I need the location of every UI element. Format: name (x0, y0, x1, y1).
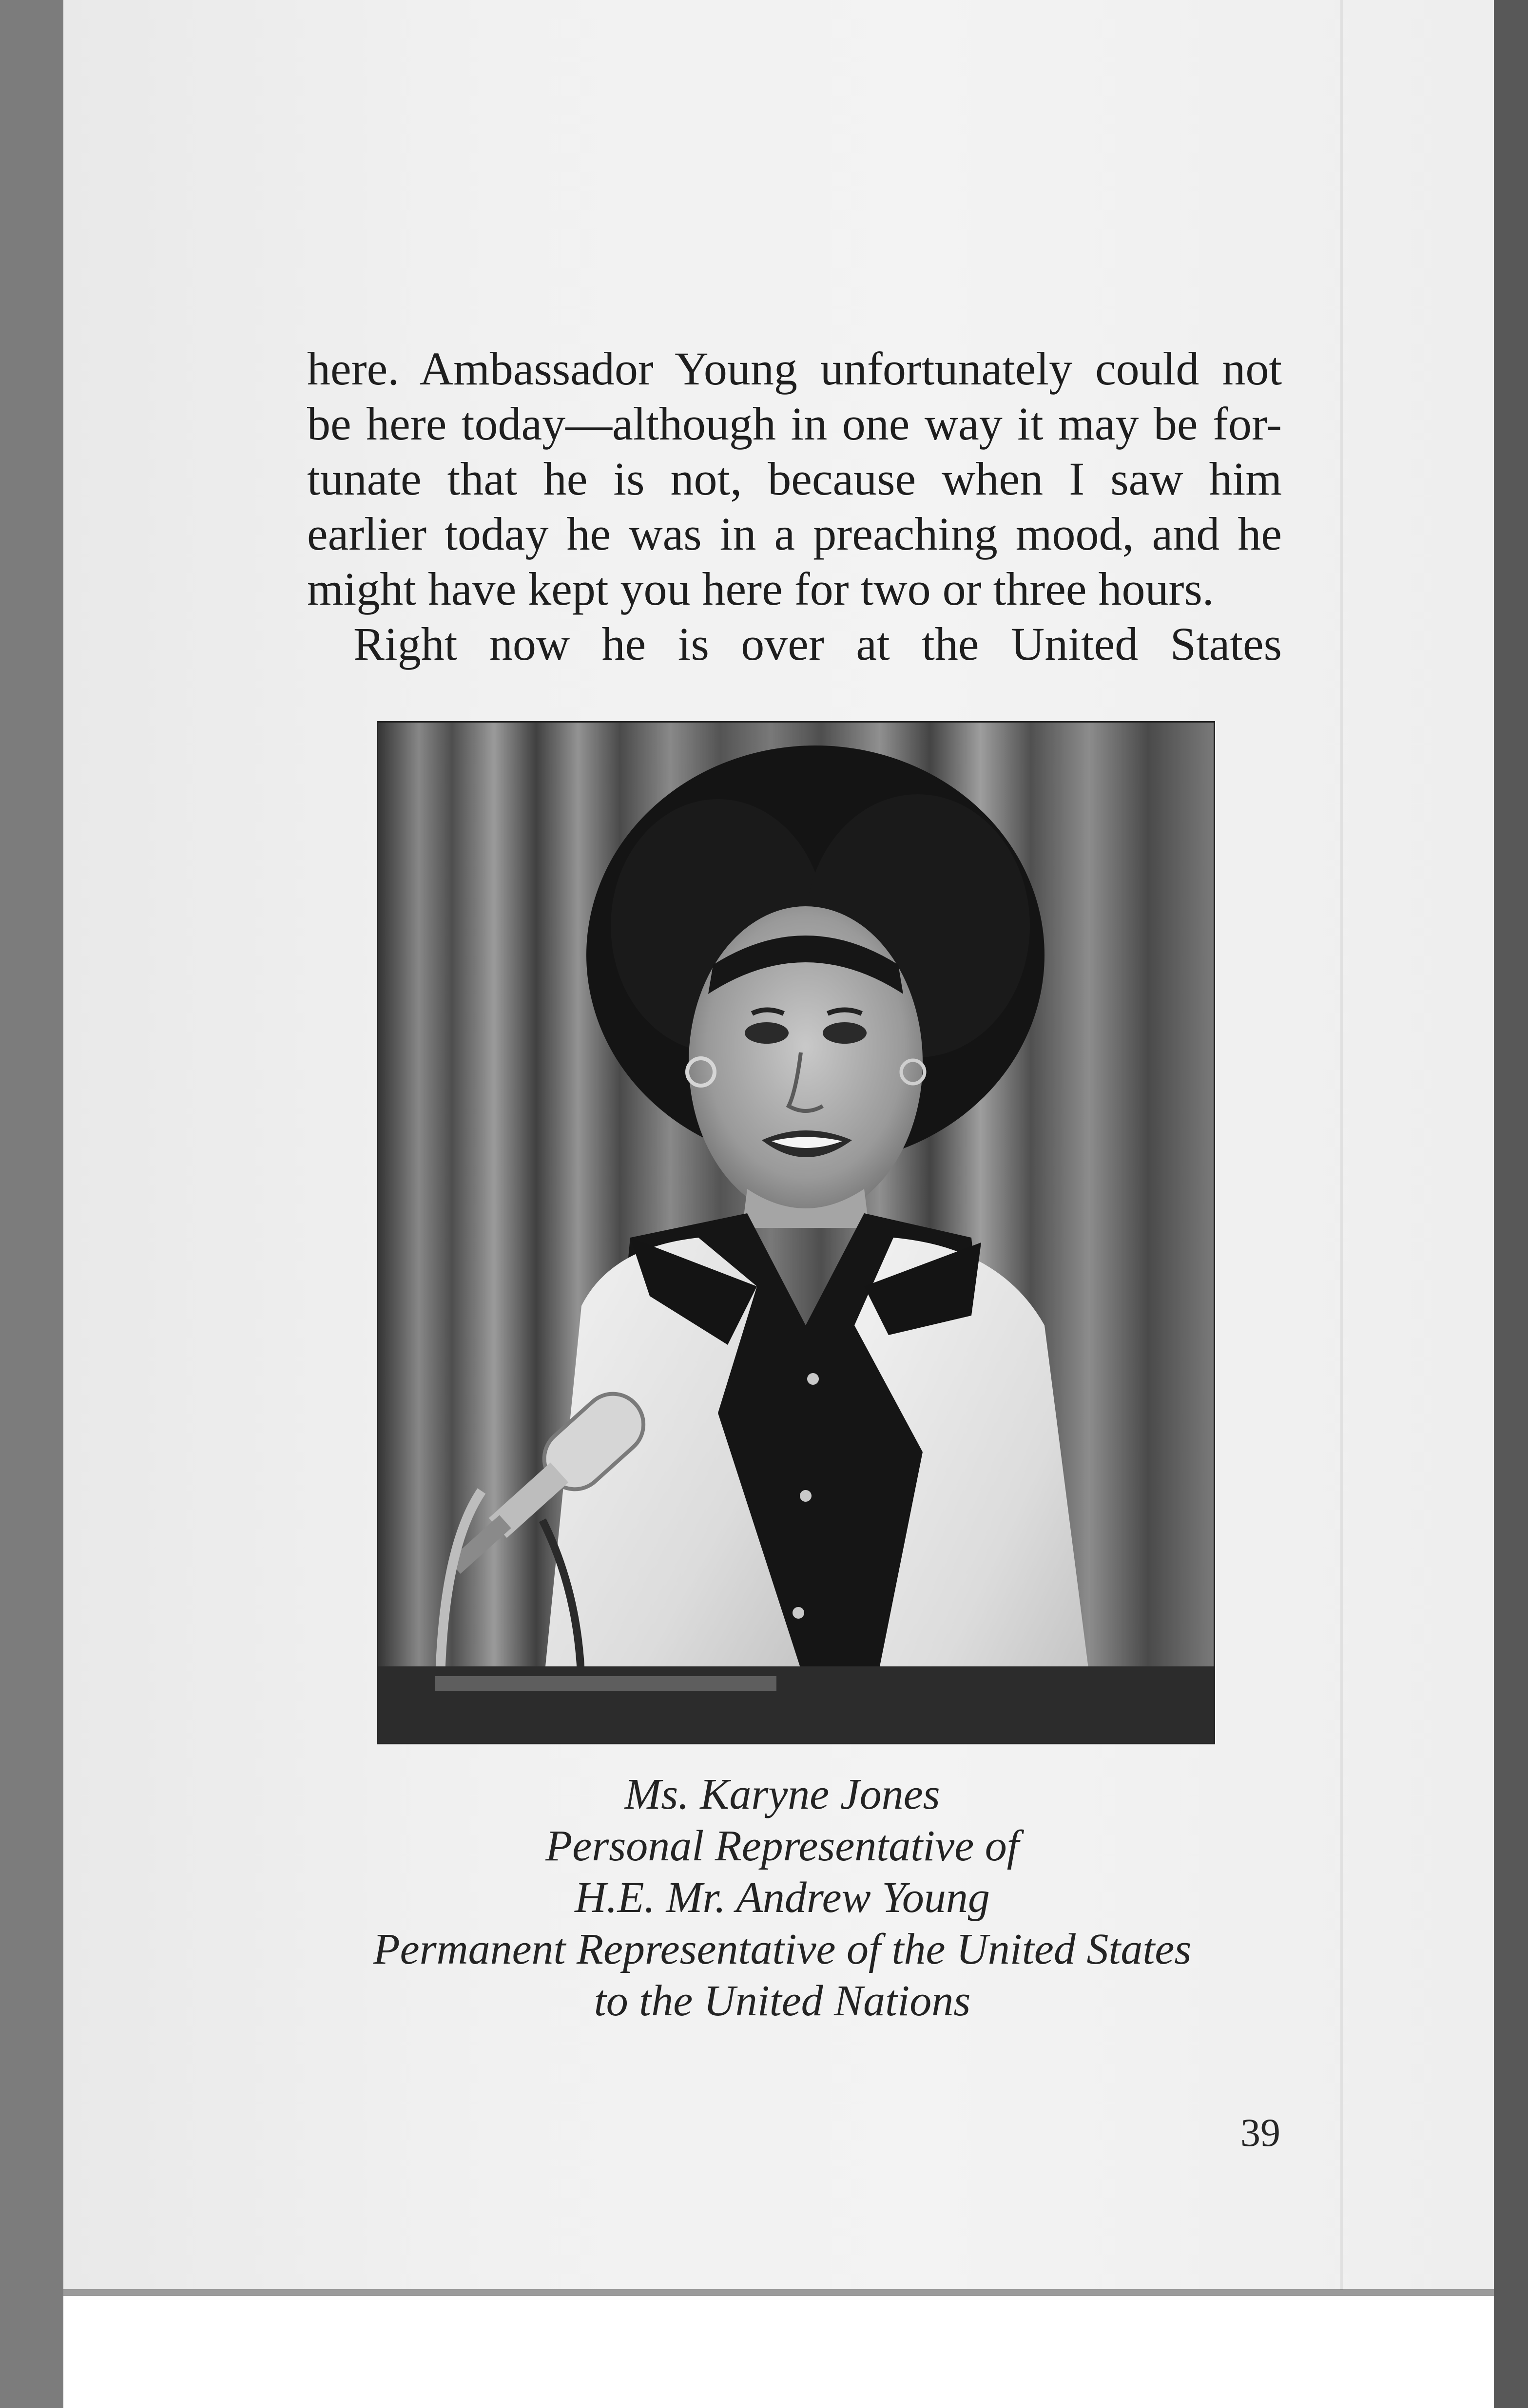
scan-border-left (0, 0, 63, 2408)
caption-line: to the United Nations (594, 1977, 971, 2025)
body-line: tunate that he is not, because when I saw him (307, 453, 1282, 505)
body-line: earlier today he was in a preaching mood, and he (307, 508, 1282, 560)
portrait-photo-illustration (377, 721, 1215, 1744)
body-line: here. Ambassador Young unfortunately could not (307, 343, 1282, 395)
body-paragraph (307, 341, 1282, 671)
page-number: 39 (1240, 2110, 1280, 2155)
body-line: might have kept you here for two or three hours. (307, 563, 1214, 615)
caption-line: Ms. Karyne Jones (624, 1770, 940, 1818)
body-line: Right now he is over at the United States (353, 618, 1282, 670)
caption-line: H.E. Mr. Andrew Young (575, 1873, 990, 1922)
photo-caption (292, 1769, 1272, 2027)
caption-line: Permanent Representative of the United States (373, 1925, 1192, 1973)
scan-border-bottom (63, 2296, 1494, 2408)
body-line: be here today—although in one way it may be for- (307, 398, 1282, 450)
page-fold-line (1340, 0, 1343, 2290)
scan-border-right (1494, 0, 1528, 2408)
caption-line: Personal Representative of (545, 1822, 1019, 1870)
portrait-photo (377, 721, 1215, 1744)
